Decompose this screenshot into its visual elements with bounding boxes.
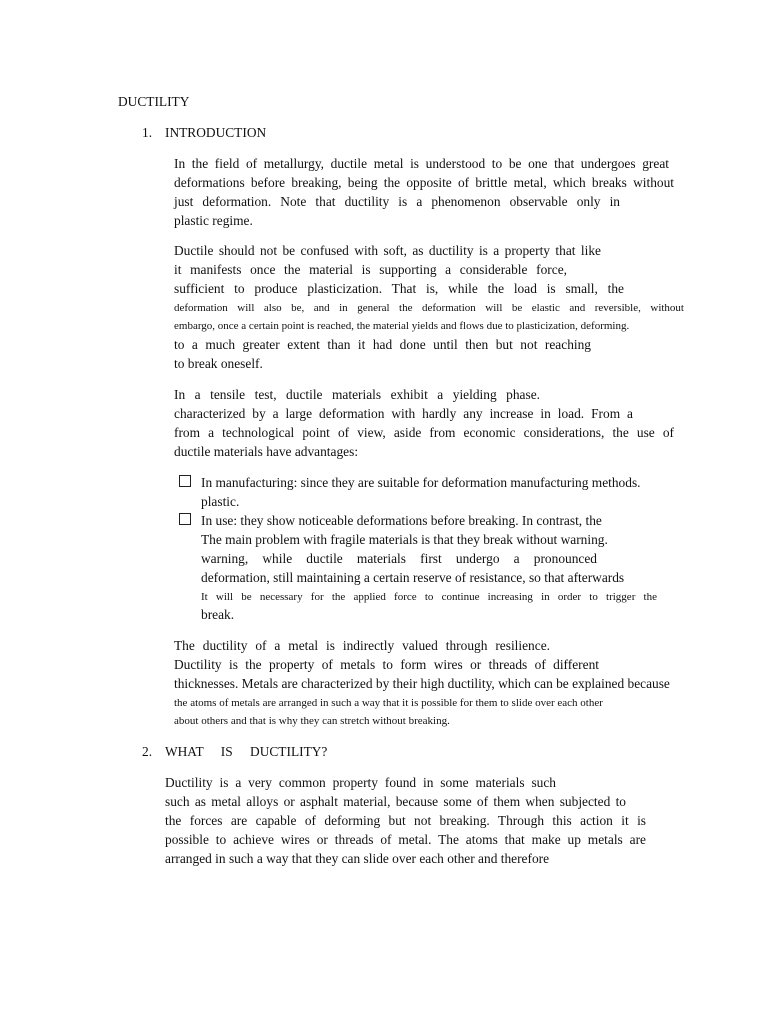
bullet-box-icon — [179, 513, 191, 525]
bullet-2-line-5: It will be necessary for the applied force to continue increasing in order to trigger the — [201, 591, 657, 603]
s1-p2-line-2: it manifests once the material is supporting a considerable force, — [174, 262, 567, 277]
section-1-heading: INTRODUCTION — [165, 125, 267, 140]
s1-p4-line-3: thicknesses. Metals are characterized by their high ductility, which can be explained because — [174, 676, 670, 691]
s1-p3-line-2: characterized by a large deformation with hardly any increase in load. From a — [174, 406, 633, 421]
s1-p1-line-4: plastic regime. — [174, 213, 253, 228]
s1-p2-line-6: to a much greater extent than it had done until then but not reaching — [174, 337, 591, 352]
s1-p4-line-5: about others and that is why they can stretch without breaking. — [174, 715, 450, 727]
bullet-2-line-2: The main problem with fragile materials is that they break without warning. — [201, 532, 608, 547]
s1-p2-line-5: embargo, once a certain point is reached, the material yields and flows due to plasticization, deforming. — [174, 320, 630, 332]
s1-p2-line-4: deformation will also be, and in general the deformation will be elastic and reversible, without — [174, 302, 684, 314]
section-2-heading: WHAT IS DUCTILITY? — [165, 744, 328, 759]
bullet-2-line-1: In use: they show noticeable deformations before breaking. In contrast, the — [201, 513, 602, 528]
s1-p1-line-1: In the field of metallurgy, ductile metal is understood to be one that undergoes great — [174, 156, 669, 171]
s1-p3-line-3: from a technological point of view, aside from economic considerations, the use of — [174, 425, 674, 440]
bullet-2-line-4: deformation, still maintaining a certain reserve of resistance, so that afterwards — [201, 570, 625, 585]
s1-p3-line-4: ductile materials have advantages: — [174, 444, 359, 459]
s2-p1-line-1: Ductility is a very common property found in some materials such — [165, 775, 556, 790]
s1-p4-line-4: the atoms of metals are arranged in such a way that it is possible for them to slide over each other — [174, 697, 603, 709]
s1-p4-line-2: Ductility is the property of metals to form wires or threads of different — [174, 657, 599, 672]
s2-p1-line-3: the forces are capable of deforming but not breaking. Through this action it is — [165, 813, 646, 828]
s2-p1-line-5: arranged in such a way that they can slide over each other and therefore — [165, 851, 550, 866]
s2-p1-line-2: such as metal alloys or asphalt material, because some of them when subjected to — [165, 794, 626, 809]
s1-p4-line-1: The ductility of a metal is indirectly valued through resilience. — [174, 638, 550, 653]
bullet-2-line-3: warning, while ductile materials first undergo a pronounced — [201, 551, 597, 566]
bullet-1-line-2: plastic. — [201, 494, 240, 509]
document-title: DUCTILITY — [118, 94, 190, 109]
s2-p1-line-4: possible to achieve wires or threads of metal. The atoms that make up metals are — [165, 832, 646, 847]
section-1-number: 1. — [142, 125, 153, 140]
s1-p2-line-7: to break oneself. — [174, 356, 263, 371]
s1-p1-line-3: just deformation. Note that ductility is a phenomenon observable only in — [174, 194, 620, 209]
s1-p2-line-1: Ductile should not be confused with soft, as ductility is a property that like — [174, 243, 601, 258]
s1-p3-line-1: In a tensile test, ductile materials exhibit a yielding phase. — [174, 387, 540, 402]
s1-p2-line-3: sufficient to produce plasticization. That is, while the load is small, the — [174, 281, 624, 296]
bullet-2-line-6: break. — [201, 607, 235, 622]
section-2-number: 2. — [142, 744, 153, 759]
bullet-box-icon — [179, 475, 191, 487]
bullet-1-line-1: In manufacturing: since they are suitable for deformation manufacturing methods. — [201, 475, 641, 490]
s1-p1-line-2: deformations before breaking, being the opposite of brittle metal, which breaks without — [174, 175, 674, 190]
